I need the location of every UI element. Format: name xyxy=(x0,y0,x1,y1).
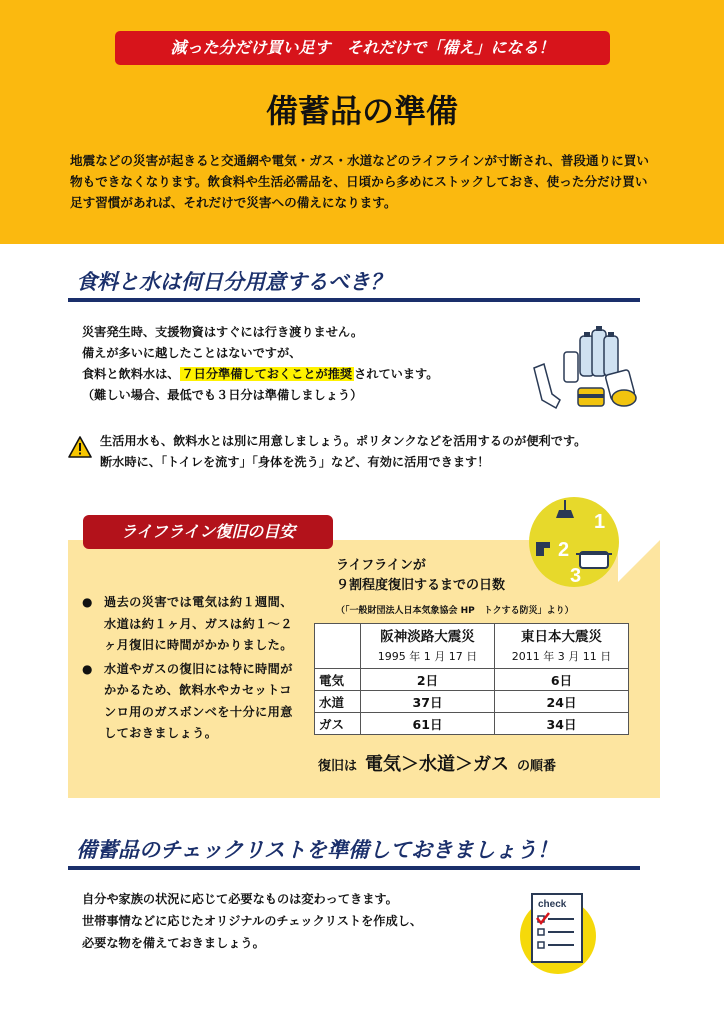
checklist-line-1: 自分や家族の状況に応じて必要なものは変わってきます。 xyxy=(82,892,398,906)
slogan-banner: 減った分だけ買い足す それだけで「備え」になる！ xyxy=(115,31,610,65)
event-date: 1995 年 1 月 17 日 xyxy=(377,650,478,663)
checklist-line-2: 世帯事情などに応じたオリジナルのチェックリストを作成し、 xyxy=(82,914,423,928)
warning-text xyxy=(100,431,586,473)
recovery-table xyxy=(314,623,629,735)
checklist-text xyxy=(82,888,422,954)
event-name: 阪神淡路大震災 xyxy=(380,629,475,645)
food-line-3 xyxy=(82,364,438,385)
recovery-order xyxy=(318,750,556,776)
lifeline-icon-number-3: 3 xyxy=(570,565,582,587)
bullet-text: 水道やガスの復旧には特に時間がかかるため、飲料水やカセットコンロ用のガスボンベを十分に用意しておきましょう。 xyxy=(104,661,293,740)
page-title: 備蓄品の準備 xyxy=(265,92,458,130)
table-cell: 6日 xyxy=(495,669,629,691)
checklist-icon xyxy=(518,888,598,974)
table-row xyxy=(315,691,629,713)
lifeline-panel-corner xyxy=(618,540,660,582)
table-heading-line-1: ライフラインが xyxy=(336,558,426,573)
lifeline-icon xyxy=(528,496,620,588)
table-heading xyxy=(336,556,505,596)
row-label: 水道 xyxy=(315,691,361,713)
table-corner xyxy=(315,624,361,669)
table-cell: 61日 xyxy=(361,713,495,735)
order-pre: 復旧は xyxy=(318,759,358,774)
warning-icon xyxy=(68,436,92,458)
event-date: 2011 年 3 月 11 日 xyxy=(511,650,612,663)
food-line-2: 備えが多いに越したことはないですが、 xyxy=(82,346,302,360)
section-divider xyxy=(68,866,640,870)
list-item xyxy=(82,592,300,657)
list-item xyxy=(82,659,300,745)
checklist-section-title: 備蓄品のチェックリストを準備しておきましょう！ xyxy=(76,838,558,862)
table-cell: 34日 xyxy=(495,713,629,735)
table-row xyxy=(315,713,629,735)
recommendation-highlight: ７日分準備しておくことが推奨 xyxy=(181,367,353,381)
row-label: ガス xyxy=(315,713,361,735)
bullet-icon: ● xyxy=(82,661,93,676)
food-line-3-post: されています。 xyxy=(354,367,439,381)
table-header-cell xyxy=(495,624,629,669)
supplies-icon xyxy=(528,318,640,418)
order-main: 電気＞水道＞ガス xyxy=(365,754,510,775)
table-header-cell xyxy=(361,624,495,669)
check-icon-label: check xyxy=(538,899,567,910)
table-cell: 2日 xyxy=(361,669,495,691)
food-line-4: （難しい場合、最低でも３日分は準備しましょう） xyxy=(82,388,363,402)
table-heading-line-2: ９割程度復旧するまでの日数 xyxy=(336,578,506,593)
warning-line-2: 断水時に、「トイレを流す」「身体を洗う」など、有効に活用できます！ xyxy=(100,455,490,469)
checklist-line-3: 必要な物を備えておきましょう。 xyxy=(82,936,265,950)
warning-line-1: 生活用水も、飲料水とは別に用意しましょう。ポリタンクなどを活用するのが便利です。 xyxy=(100,434,587,448)
order-post: の順番 xyxy=(517,759,557,774)
lifeline-icon-number-2: 2 xyxy=(558,539,570,561)
food-section-title: 食料と水は何日分用意するべき？ xyxy=(76,270,391,294)
food-line-1: 災害発生時、支援物資はすぐには行き渡りません。 xyxy=(82,325,364,339)
intro-text: 地震などの災害が起きると交通網や電気・ガス・水道などのライフラインが寸断され、普段通りに買い物もできなくなります。飲食料や生活必需品を、日頃から多めにストックしておき、使った分だけ買い足す習慣があれば、それだけで災害への備えになります。 xyxy=(70,153,649,210)
section-divider xyxy=(68,298,640,302)
food-line-3-pre: 食料と飲料水は、 xyxy=(82,367,180,381)
table-header-row xyxy=(315,624,629,669)
table-cell: 24日 xyxy=(495,691,629,713)
food-text xyxy=(82,322,438,406)
bullet-icon: ● xyxy=(82,595,93,609)
bullet-text: 過去の災害では電気は約１週間、水道は約１ヶ月、ガスは約１〜２ヶ月復旧に時間がかかりました。 xyxy=(104,595,293,652)
event-name: 東日本大震災 xyxy=(521,629,602,645)
lifeline-icon-number-1: 1 xyxy=(594,511,606,533)
table-source: （「一般財団法人日本気象協会 HP トクする防災」より） xyxy=(336,606,574,616)
lifeline-label: ライフライン復旧の目安 xyxy=(83,515,333,549)
lifeline-bullets xyxy=(82,592,300,747)
table-row xyxy=(315,669,629,691)
table-cell: 37日 xyxy=(361,691,495,713)
row-label: 電気 xyxy=(315,669,361,691)
